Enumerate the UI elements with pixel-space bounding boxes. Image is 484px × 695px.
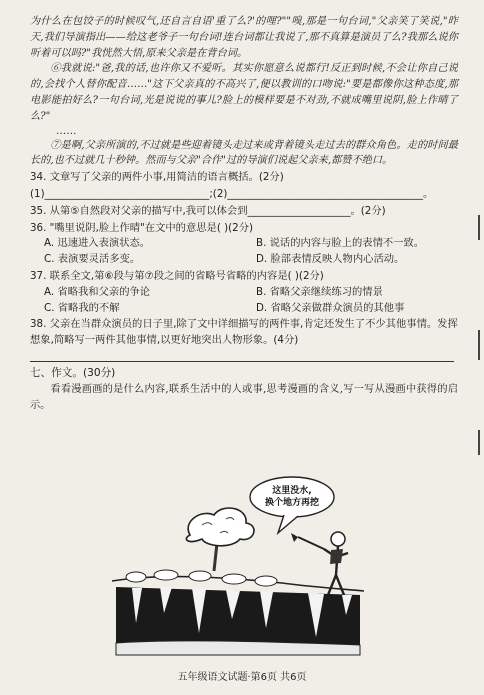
q37-option-d[interactable]: D. 省略父亲做群众演员的其他事	[256, 301, 405, 314]
question-37: 37. 联系全文,第⑥段与第⑦段之间的省略号省略的内容是( )(2分)	[30, 269, 324, 282]
speech-line-2: 换个地方再挖	[264, 498, 320, 508]
passage-paragraph-1: 为什么在包饺子的时候叹气,还自言自语'重了么?'的哩?""嗅,那是一句台词,"父亲笑了笑说,"昨天,我们导演指出——给这老爷子一句台词!连台词都让我说了,那不真算是演员了么?我那么说你听着可以吗?"我恍然大悟,原来父亲是在背台词。	[30, 16, 458, 59]
speech-bubble	[250, 477, 334, 533]
question-37-options	[30, 285, 458, 317]
underground-section	[116, 587, 360, 655]
q36-option-d[interactable]: D. 脸部表情反映人物内心活动。	[256, 253, 405, 266]
ground	[112, 570, 364, 591]
passage-ellipsis: ……	[56, 125, 77, 137]
passage-paragraph-6: ⑥我就说:"爸,我的话,也许你又不爱听。其实你愿意么说都行!反正到时候,不会让你自己说的,会找个人替你配音……"这下父亲真的不高兴了,便以教训的口吻说:"要是都像你这种态度,那电影能拍好么?一句台词,光是说说的事儿?脸上的模样要是不对劲,不就成嘴里说阴,脸上作晴了么?"	[30, 63, 458, 122]
q37-option-c[interactable]: C. 省略我的不解	[44, 301, 120, 314]
q37-option-b[interactable]: B. 省略父亲继续练习的情景	[256, 285, 383, 298]
binding-edge-mark	[472, 330, 480, 360]
text-area	[30, 14, 458, 413]
q36-option-c[interactable]: C. 表演要灵活多变。	[44, 253, 141, 266]
q37-option-a[interactable]: A. 省略我和父亲的争论	[44, 285, 151, 298]
binding-edge-mark	[472, 430, 480, 455]
binding-edge-mark	[472, 215, 480, 240]
question-34: 34. 文章写了父亲的两件小事,用简洁的语言概括。(2分)	[30, 171, 284, 184]
composition-title: 七、作文。(30分)	[30, 366, 116, 379]
cartoon-illustration	[102, 473, 372, 663]
q36-option-a[interactable]: A. 迅速进入表演状态。	[44, 237, 151, 250]
passage-paragraph-7: ⑦是啊,父亲所演的,不过就是些迎着镜头走过来或背着镜头走过去的群众角色。走的时间最长的,也不过就几十秒钟。然而与父亲"合作"过的导演们说起父亲来,都赞不绝口。	[30, 139, 458, 167]
question-35: 35. 从第⑤自然段对父亲的描写中,我可以体会到____________________。(2分)	[30, 204, 386, 217]
question-36: 36. "嘴里说阴,脸上作晴"在文中的意思是( )(2分)	[30, 221, 254, 234]
question-38: 38. 父亲在当群众演员的日子里,除了文中详细描写的两件事,肯定还发生了不少其他事情。发挥想象,简略写一两件其他事情,以更好地突出人物形象。(4分)	[30, 318, 458, 347]
question-36-options	[30, 236, 458, 268]
composition-prompt: 看看漫画画的是什么内容,联系生活中的人或事,思考漫画的含义,写一写从漫画中获得的启示。	[30, 383, 458, 411]
tree	[186, 508, 254, 571]
page-footer: 五年级语文试题·第6页 共6页	[177, 672, 307, 683]
q36-option-b[interactable]: B. 说话的内容与脸上的表情不一致。	[256, 237, 425, 250]
question-34-answer-blanks[interactable]: (1)________________________________;(2)______________________________________。	[30, 187, 434, 200]
question-38-answer-line[interactable]	[30, 349, 454, 362]
speech-line-1: 这里没水,	[272, 486, 312, 496]
